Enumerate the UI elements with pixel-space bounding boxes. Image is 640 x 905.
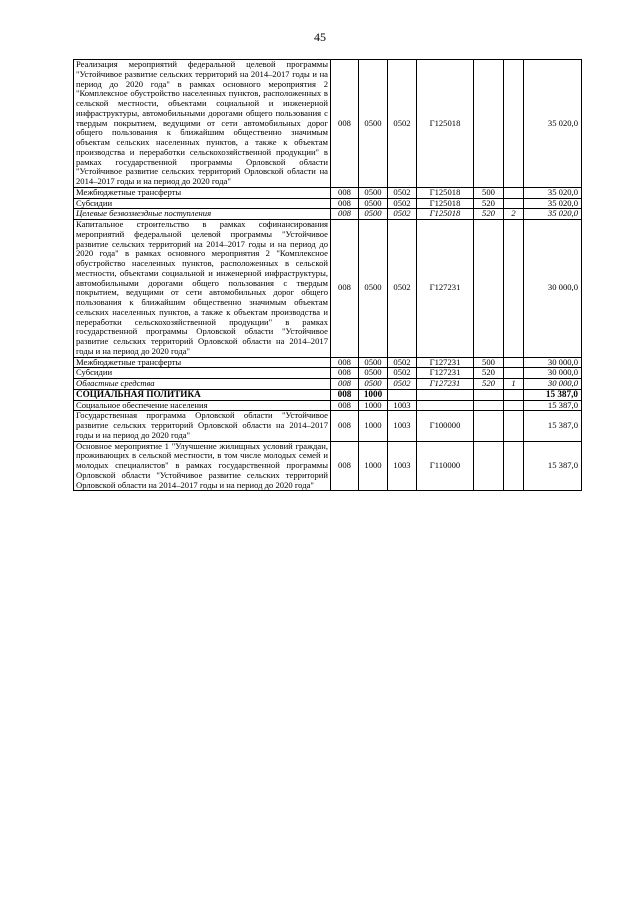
target-article-code: Г125018 [417, 187, 474, 198]
grbs-code: 008 [331, 209, 359, 220]
expense-type-code: 520 [474, 379, 504, 390]
grbs-code: 008 [331, 441, 359, 491]
amount: 35 020,0 [524, 187, 582, 198]
expense-type-code: 520 [474, 198, 504, 209]
amount: 35 020,0 [524, 209, 582, 220]
amount: 30 000,0 [524, 379, 582, 390]
subsection-code: 1003 [388, 400, 417, 411]
amount: 35 020,0 [524, 60, 582, 188]
section-code: 0500 [359, 368, 388, 379]
item-name: СОЦИАЛЬНАЯ ПОЛИТИКА [74, 389, 331, 400]
amount: 30 000,0 [524, 368, 582, 379]
subsection-code [388, 389, 417, 400]
section-code: 0500 [359, 379, 388, 390]
funding-source-code [504, 411, 524, 441]
table-row [74, 220, 582, 358]
amount: 30 000,0 [524, 357, 582, 368]
expense-type-code [474, 389, 504, 400]
subsection-code: 0502 [388, 357, 417, 368]
table-row [74, 187, 582, 198]
item-name: Субсидии [74, 198, 331, 209]
item-name: Целевые безвозмездные поступления [74, 209, 331, 220]
section-code: 1000 [359, 400, 388, 411]
subsection-code: 0502 [388, 60, 417, 188]
item-name: Межбюджетные трансферты [74, 357, 331, 368]
grbs-code: 008 [331, 400, 359, 411]
grbs-code: 008 [331, 60, 359, 188]
item-name: Межбюджетные трансферты [74, 187, 331, 198]
section-code: 0500 [359, 357, 388, 368]
expense-type-code: 500 [474, 187, 504, 198]
grbs-code: 008 [331, 389, 359, 400]
target-article-code: Г125018 [417, 209, 474, 220]
grbs-code: 008 [331, 198, 359, 209]
grbs-code: 008 [331, 357, 359, 368]
funding-source-code [504, 187, 524, 198]
section-code: 0500 [359, 198, 388, 209]
item-name: Государственная программа Орловской области "Устойчивое развитие сельских территорий Орловской области на 2014–2017 годы и на период до 2020 года" [74, 411, 331, 441]
table-row [74, 198, 582, 209]
amount: 35 020,0 [524, 198, 582, 209]
item-name: Реализация мероприятий федеральной целевой программы "Устойчивое развитие сельских территорий на 2014–2017 годы и на период до 2020 года" в рамках основного мероприятия 2 "Комплексное обустройство населенных пунктов, расположенных в сельской местности, объектами социальной и инженерной инфраструктуры, автомобильными дорогами общего пользования с твердым покрытием, ведущими от сети автомобильных дорог общего пользования к ближайшим общественно значимым объектам сельских населенных пунктов, а также к объектам производства и переработки сельскохозяйственной продукции" в рамках государственной программы Орловской области "Устойчивое развитие сельских территорий Орловской области на 2014–2017 годы и на период до 2020 года" [74, 60, 331, 188]
page-number: 45 [314, 30, 326, 44]
section-code: 1000 [359, 389, 388, 400]
target-article-code: Г100000 [417, 411, 474, 441]
table-row [74, 389, 582, 400]
funding-source-code [504, 60, 524, 188]
expense-type-code: 520 [474, 368, 504, 379]
item-name: Основное мероприятие 1 "Улучшение жилищных условий граждан, проживающих в сельской местности, в том числе молодых семей и молодых специалистов" в рамках государственной программы Орловской области "Устойчивое развитие сельских территорий Орловской области на 2014–2017 годы и на период до 2020 года" [74, 441, 331, 491]
expense-type-code [474, 60, 504, 188]
target-article-code: Г127231 [417, 357, 474, 368]
table-row [74, 441, 582, 491]
subsection-code: 0502 [388, 198, 417, 209]
subsection-code: 0502 [388, 368, 417, 379]
amount: 15 387,0 [524, 411, 582, 441]
table-row [74, 357, 582, 368]
expense-type-code [474, 441, 504, 491]
target-article-code [417, 389, 474, 400]
item-name: Субсидии [74, 368, 331, 379]
target-article-code: Г127231 [417, 368, 474, 379]
section-code: 1000 [359, 441, 388, 491]
section-code: 0500 [359, 187, 388, 198]
funding-source-code [504, 441, 524, 491]
funding-source-code: 2 [504, 209, 524, 220]
table-row [74, 400, 582, 411]
funding-source-code [504, 357, 524, 368]
expense-type-code [474, 411, 504, 441]
expense-type-code [474, 400, 504, 411]
table-row [74, 368, 582, 379]
subsection-code: 0502 [388, 220, 417, 358]
target-article-code [417, 400, 474, 411]
grbs-code: 008 [331, 220, 359, 358]
subsection-code: 0502 [388, 187, 417, 198]
section-code: 0500 [359, 220, 388, 358]
amount: 30 000,0 [524, 220, 582, 358]
subsection-code: 1003 [388, 441, 417, 491]
expense-type-code [474, 220, 504, 358]
section-code: 0500 [359, 60, 388, 188]
expense-type-code: 520 [474, 209, 504, 220]
amount: 15 387,0 [524, 389, 582, 400]
funding-source-code [504, 368, 524, 379]
target-article-code: Г125018 [417, 60, 474, 188]
funding-source-code [504, 220, 524, 358]
target-article-code: Г125018 [417, 198, 474, 209]
funding-source-code [504, 198, 524, 209]
subsection-code: 1003 [388, 411, 417, 441]
table-row [74, 379, 582, 390]
target-article-code: Г127231 [417, 220, 474, 358]
table-row [74, 411, 582, 441]
section-code: 1000 [359, 411, 388, 441]
item-name: Областные средства [74, 379, 331, 390]
grbs-code: 008 [331, 368, 359, 379]
funding-source-code [504, 400, 524, 411]
amount: 15 387,0 [524, 400, 582, 411]
funding-source-code: 1 [504, 379, 524, 390]
table-row [74, 60, 582, 188]
amount: 15 387,0 [524, 441, 582, 491]
subsection-code: 0502 [388, 379, 417, 390]
target-article-code: Г127231 [417, 379, 474, 390]
grbs-code: 008 [331, 379, 359, 390]
section-code: 0500 [359, 209, 388, 220]
budget-table [73, 59, 582, 491]
subsection-code: 0502 [388, 209, 417, 220]
item-name: Капитальное строительство в рамках софинансирования мероприятий федеральной целевой программы "Устойчивое развитие сельских территорий на 2014–2017 годы и на период до 2020 года" в рамках основного мероприятия 2 "Комплексное обустройство населенных пунктов, расположенных в сельской местности, объектами социальной и инженерной инфраструктуры, автомобильными дорогами общего пользования с твердым покрытием, ведущими от сети автомобильных дорог общего пользования к ближайшим общественно значимым объектам сельских населенных пунктов, а также к объектам производства и переработки сельскохозяйственной продукции" в рамках государственной программы Орловской области "Устойчивое развитие сельских территорий Орловской области на 2014–2017 годы и на период до 2020 года" [74, 220, 331, 358]
item-name: Социальное обеспечение населения [74, 400, 331, 411]
grbs-code: 008 [331, 187, 359, 198]
table-row [74, 209, 582, 220]
expense-type-code: 500 [474, 357, 504, 368]
grbs-code: 008 [331, 411, 359, 441]
target-article-code: Г110000 [417, 441, 474, 491]
funding-source-code [504, 389, 524, 400]
